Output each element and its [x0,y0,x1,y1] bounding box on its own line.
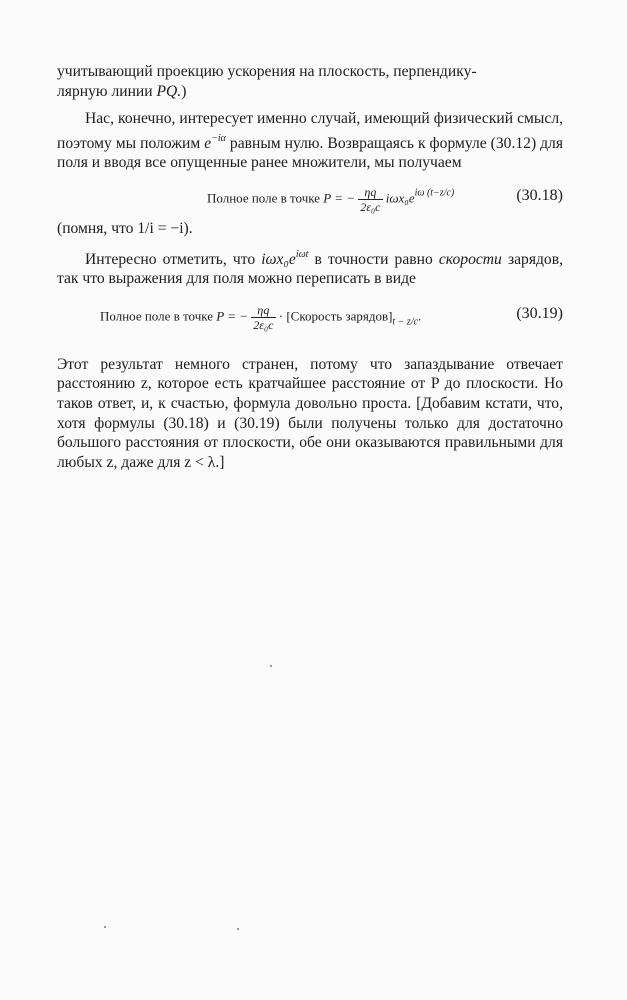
math-exp-sup: −iα [211,132,226,144]
paragraph-5: Этот результат немного странен, потому что запаздывание отвечает расстоянию z, которое есть кратчайшее расстояние от P до плоскости. Но таков ответ, и, к счастью, формула довольно проста. [Добавим кстати, что, хотя формулы (30.18) и (30.19) были получены только для достаточно большого расстояния от плоскости, обе они оказываются правильными для любых z, даже для z < λ.] [57,355,563,471]
scan-speck [237,928,239,930]
paragraph-1 [57,62,563,101]
fraction-numerator: ηq [257,302,270,317]
equation-30-19-body [100,303,421,332]
paragraph-4-text-c: зарядов, так что выражения для поля можно переписать в виде [57,250,563,288]
equation-label: Полное поле в точке [100,308,213,324]
math-pq: PQ. [156,82,182,100]
math-velocity-expr: iωx₀e [261,250,296,268]
scan-speck [104,926,106,928]
paragraph-2-text-a: Нас, конечно, интересует именно случай, имеющий физический смысл, поэтому мы положим [57,110,563,152]
paragraph-2-text-b: равным нулю. Возвращаясь к формуле (30.12) для поля и вводя все опущенные ранее множители, мы получаем [57,134,564,172]
equation-lhs: P = − [323,190,356,206]
fraction-numerator: ηq [364,184,377,199]
equation-number: (30.18) [516,186,563,204]
paragraph-4-text-a: Интересно отметить, что [85,250,262,268]
equation-30-18 [57,175,563,219]
fraction-denominator: 2ε₀c [360,199,381,214]
math-exp-base: e [204,134,212,152]
paragraph-3: (помня, что 1/i = −i). [57,219,193,237]
math-velocity-sup: iωt [295,248,309,260]
equation-30-19 [57,293,563,337]
fraction-denominator: 2ε₀c [253,317,274,332]
paragraph-2 [57,109,563,173]
equation-subscript: t − z/c [392,316,419,328]
equation-label: Полное поле в точке [207,190,320,206]
text-block [57,62,563,472]
paragraph-4 [57,245,563,289]
paragraph-1-line-2: лярную линии [57,82,157,100]
scan-speck [270,665,272,667]
equation-exponent: iω (t−z/c) [414,187,455,199]
equation-fraction [251,303,275,332]
equation-fraction [358,185,382,214]
equation-lhs: P = − [216,308,249,324]
paragraph-4-text-b: в точности равно [308,250,439,268]
equation-30-18-body [207,185,454,214]
paragraph-1-close: ) [181,82,187,100]
equation-rhs: iωx₀e [385,190,415,206]
paragraph-1-line-1: учитывающий проекцию ускорения на плоскость, перпендику- [57,63,477,80]
equation-rhs: · [Скорость зарядов] [278,308,393,324]
emphasis-velocity: скорости [438,250,502,268]
equation-tail: . [418,308,422,324]
equation-number: (30.19) [516,304,563,322]
